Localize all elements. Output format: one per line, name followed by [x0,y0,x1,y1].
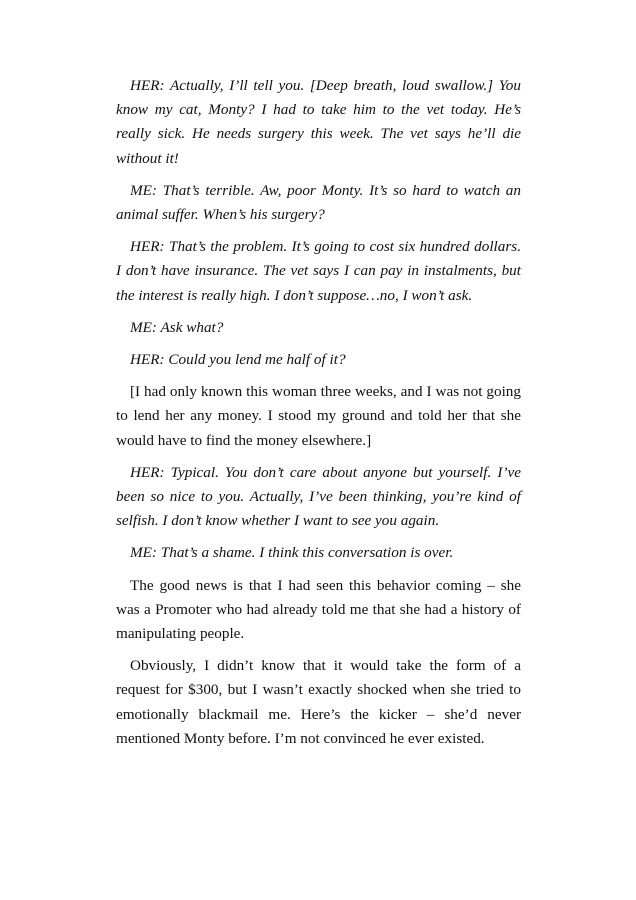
narration-refusal: [I had only known this woman three weeks, and I was not going to lend her any money. I stood my ground and told her that she would have to find the money elsewhere.] [116,383,521,449]
body-paragraph-kicker: Obviously, I didn’t know that it would take the form of a request for $300, but I wasn’t exactly shocked when she tried to emotionally blackmail me. Here’s the kicker – she’d never mentioned Monty before. I’m not convinced he ever existed. [116,657,521,747]
dialogue-her-typical: HER: Typical. You don’t care about anyone but yourself. I’ve been so nice to you. Actually, I’ve been thinking, you’re kind of selfish. I don’t know whether I want to see you again. [116,463,521,530]
dialogue-her-monty-vet: HER: Actually, I’ll tell you. [Deep breath, loud swallow.] You know my cat, Monty? I had to take him to the vet today. He’s really sick. He needs surgery this week. The vet says he’ll die without it! [116,77,521,167]
dialogue-me-shame: ME: That’s a shame. I think this conversation is over. [130,544,454,562]
dialogue-her-cost: HER: That’s the problem. It’s going to cost six hundred dollars. I don’t have insurance. The vet says I can pay in instalments, but the interest is really high. I don’t suppose…no, I won’t ask. [116,238,521,304]
dialogue-me-terrible: ME: That’s terrible. Aw, poor Monty. It’s so hard to watch an animal suffer. When’s his surgery? [116,181,521,224]
dialogue-me-ask-what: ME: Ask what? [130,318,224,336]
book-page-text [116,74,521,759]
body-paragraph-good-news: The good news is that I had seen this behavior coming – she was a Promoter who had already told me that she had a history of manipulating people. [116,576,521,643]
dialogue-her-lend-half: HER: Could you lend me half of it? [130,351,346,369]
